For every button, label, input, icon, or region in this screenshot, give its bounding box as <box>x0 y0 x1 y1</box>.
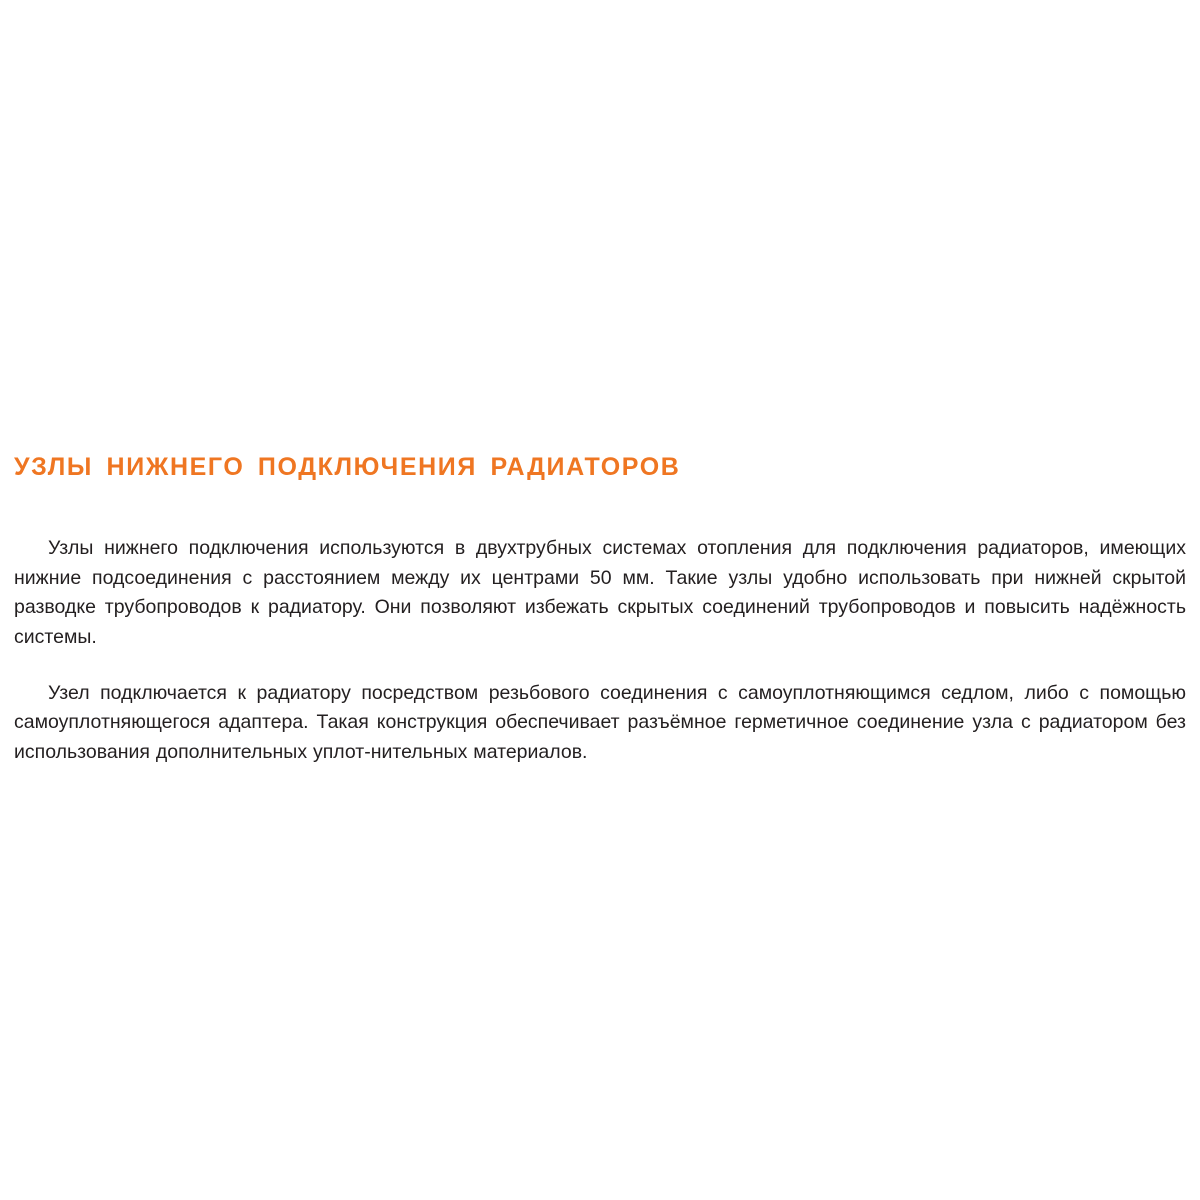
document-content <box>14 452 1186 767</box>
paragraph-1: Узлы нижнего подключения используются в двухтрубных системах отопления для подключения радиаторов, имеющих нижние подсоединения с расстоянием между их центрами 50 мм. Такие узлы удобно использовать при нижней скрытой разводке трубопроводов к радиатору. Они позволяют избежать скрытых соединений трубопроводов и повысить надёжность системы. <box>14 537 1186 648</box>
paragraph-2: Узел подключается к радиатору посредством резьбового соединения с самоуплотняющимся седлом, либо с помощью самоуплотняющегося адаптера. Такая конструкция обеспечивает разъёмное герметичное соединение узла с радиатором без использования дополнительных уплот-нительных материалов. <box>14 681 1186 763</box>
page-title: УЗЛЫ НИЖНЕГО ПОДКЛЮЧЕНИЯ РАДИАТОРОВ <box>14 453 681 481</box>
body-text-block <box>14 534 1186 767</box>
